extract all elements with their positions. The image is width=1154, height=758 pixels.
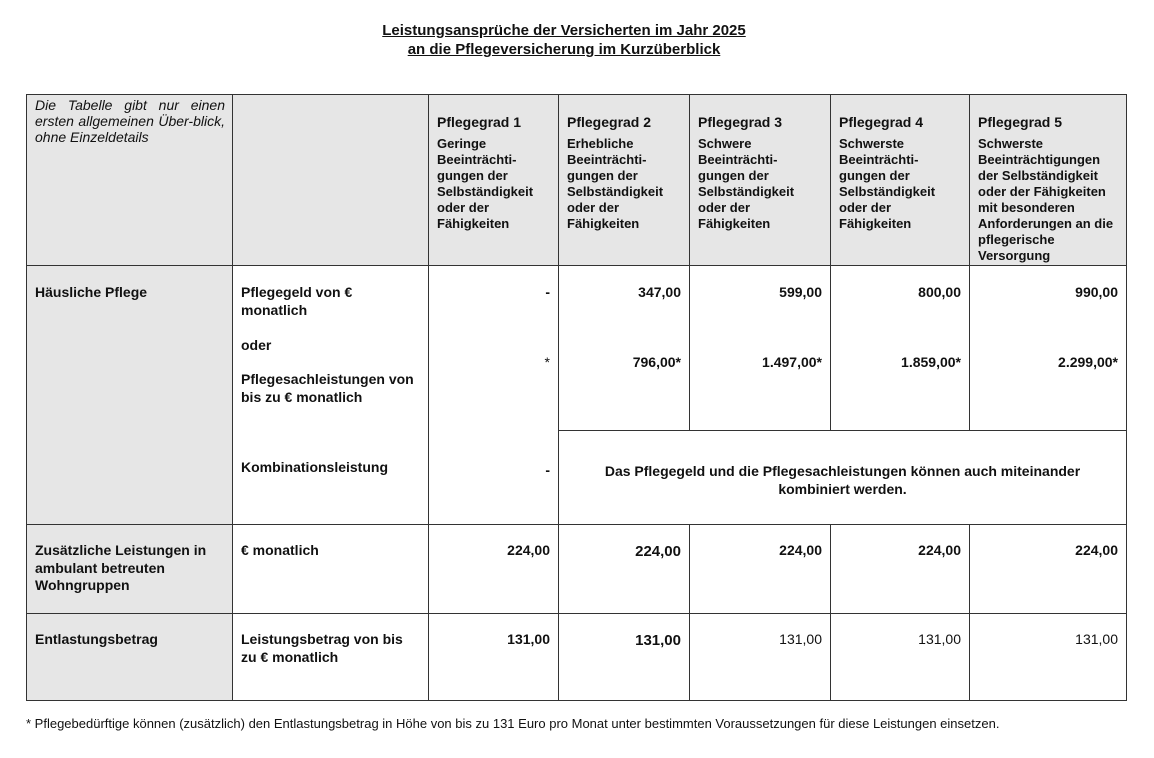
footnote: * Pflegebedürftige können (zusätzlich) den Entlastungsbetrag in Höhe von bis zu 131 Euro pro Monat unter bestimmten Voraussetzungen für diese Leistungen einsetzen. <box>26 716 1000 731</box>
grade-desc: Geringe Beeinträchti-gungen der Selbständigkeit oder der Fähigkeiten <box>437 135 534 231</box>
g1-kombi <box>429 431 559 525</box>
g3-wohngruppen <box>690 525 831 614</box>
amount: 131,00 <box>918 631 961 647</box>
entlastung-row <box>27 614 1127 701</box>
grade-desc: Schwerste Beeinträchtigungen der Selbständigkeit oder der Fähigkeiten mit besonderen Anforderungen an die pflegerische Versorgung <box>978 135 1114 263</box>
intro-cell <box>27 95 233 266</box>
g2-entlastung <box>559 614 690 701</box>
g4-entlastung <box>831 614 970 701</box>
g3-haeusliche <box>690 266 831 431</box>
grade-3-header <box>690 95 831 266</box>
amount: 224,00 <box>918 542 961 558</box>
grade-title: Pflegegrad 1 <box>437 114 522 130</box>
g1-haeusliche <box>429 266 559 431</box>
wohngruppen-row <box>27 525 1127 614</box>
title-line-1: Leistungsansprüche der Versicherten im Jahr 2025 <box>382 22 746 39</box>
grade-desc: Schwerste Beeinträchti-gungen der Selbständigkeit oder der Fähigkeiten <box>839 135 936 231</box>
haeusliche-types-cell <box>233 266 429 525</box>
kombi-value: - <box>545 461 550 478</box>
benefits-table <box>26 94 1127 701</box>
g5-wohngruppen <box>970 525 1127 614</box>
title-line-2: an die Pflegeversicherung im Kurzüberblick <box>407 41 721 58</box>
amount: 224,00 <box>1075 542 1118 558</box>
grade-1-header <box>429 95 559 266</box>
g1-entlastung <box>429 614 559 701</box>
amount: 224,00 <box>507 542 550 558</box>
haeusliche-row <box>27 266 1127 431</box>
grade-4-header <box>831 95 970 266</box>
header-row <box>27 95 1127 266</box>
pflegegeld-label: Pflegegeld von € monatlich <box>241 284 353 318</box>
wohngruppen-unit-cell <box>233 525 429 614</box>
intro-text: Die Tabelle gibt nur einen ersten allgemeinen Über-blick, ohne Einzeldetails <box>35 97 225 145</box>
pflegegeld-value: 990,00 <box>1075 284 1118 300</box>
grade-title: Pflegegrad 2 <box>567 114 652 130</box>
entlastung-label: Entlastungsbetrag <box>35 631 158 647</box>
pflegegeld-value: - <box>545 284 550 300</box>
entlastung-unit: Leistungsbetrag von bis zu € monatlich <box>241 631 403 665</box>
kombi-label: Kombinationsleistung <box>241 459 388 475</box>
haeusliche-label-cell <box>27 266 233 525</box>
wohngruppen-label-cell <box>27 525 233 614</box>
g2-wohngruppen <box>559 525 690 614</box>
sach-value: 1.497,00* <box>762 354 822 370</box>
g4-wohngruppen <box>831 525 970 614</box>
amount: 131,00 <box>507 631 550 647</box>
g2-haeusliche <box>559 266 690 431</box>
sach-value: 1.859,00* <box>901 354 961 370</box>
sach-label: Pflegesachleistungen von bis zu € monatlich <box>241 371 414 405</box>
pflegegeld-value: 800,00 <box>918 284 961 300</box>
sach-value: 796,00* <box>632 354 681 370</box>
sach-value: 2.299,00* <box>1058 354 1118 370</box>
g5-haeusliche <box>970 266 1127 431</box>
grade-desc: Schwere Beeinträchti-gungen der Selbständigkeit oder der Fähigkeiten <box>698 135 795 231</box>
entlastung-label-cell <box>27 614 233 701</box>
grade-title: Pflegegrad 5 <box>978 114 1063 130</box>
empty-header-cell <box>233 95 429 266</box>
grade-desc: Erhebliche Beeinträchti-gungen der Selbständigkeit oder der Fähigkeiten <box>567 135 664 231</box>
sach-value: * <box>544 354 550 370</box>
grade-title: Pflegegrad 4 <box>839 114 924 130</box>
pflegegeld-value: 347,00 <box>638 284 681 300</box>
wohngruppen-unit: € monatlich <box>241 542 319 558</box>
g1-wohngruppen <box>429 525 559 614</box>
g3-entlastung <box>690 614 831 701</box>
oder-label: oder <box>241 337 272 353</box>
grade-title: Pflegegrad 3 <box>698 114 783 130</box>
amount: 224,00 <box>635 543 681 560</box>
amount: 131,00 <box>1075 631 1118 647</box>
kombi-text-cell <box>559 431 1127 525</box>
grade-2-header <box>559 95 690 266</box>
pflegegeld-value: 599,00 <box>779 284 822 300</box>
entlastung-unit-cell <box>233 614 429 701</box>
haeusliche-label: Häusliche Pflege <box>35 284 148 300</box>
wohngruppen-label: Zusätzliche Leistungen in ambulant betreuten Wohngruppen <box>35 542 207 593</box>
kombi-text: Das Pflegegeld und die Pflegesachleistungen können auch miteinander kombiniert werden. <box>604 463 1081 497</box>
amount: 131,00 <box>779 631 822 647</box>
page-title <box>0 21 1128 59</box>
amount: 131,00 <box>635 632 681 649</box>
amount: 224,00 <box>779 542 822 558</box>
g5-entlastung <box>970 614 1127 701</box>
g4-haeusliche <box>831 266 970 431</box>
grade-5-header <box>970 95 1127 266</box>
